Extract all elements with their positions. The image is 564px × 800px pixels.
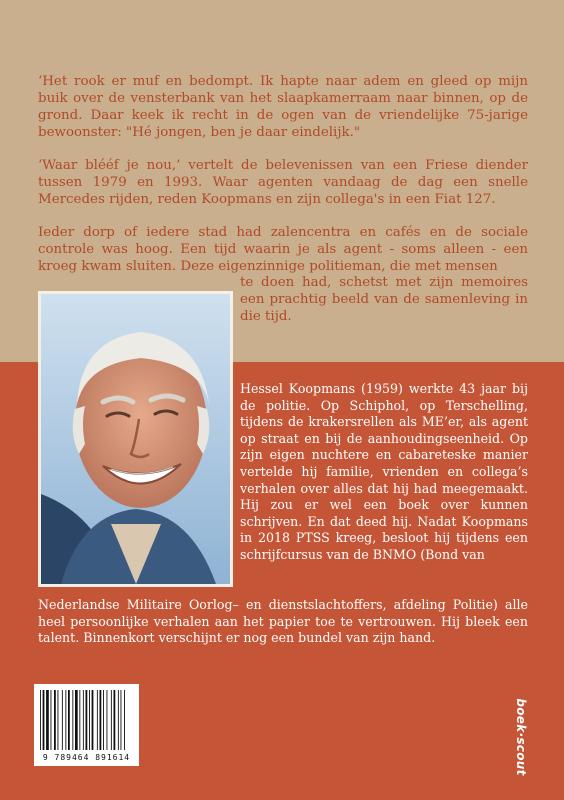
barcode-bars (34, 684, 139, 752)
barcode-bar (107, 690, 108, 750)
barcode-bar (86, 690, 88, 750)
barcode-bar (72, 690, 73, 750)
barcode-bar (62, 690, 63, 750)
author-photo (38, 291, 233, 587)
author-bio-continued: Nederlandse Militaire Oorlog– en dienstslachtoffers, afdeling Politie) alle heel persoonlijke verhalen aan het papier toe te vertrouwen. Hij bleek een talent. Binnenkort verschijnt er nog een bundel van zijn hand. (38, 597, 528, 646)
barcode-bar (100, 690, 102, 750)
publisher-logo (509, 700, 533, 774)
author-bio: Hessel Koopmans (1959) werkte 43 jaar bij de politie. Op Schiphol, op Terschelling, tijdens de krakersrellen als ME’er, als agent op straat en bij de aanhoudingseenheid. Op zijn eigen nuchtere en cabareteske manier vertelde hij familie, vrienden en collega’s verhalen over alles dat hij had meegemaakt. Hij zou er wel een boek over kunnen schrijven. En dat deed hij. Nadat Koopmans in 2018 PTSS kreeg, besloot hij tijdens een schrijfcursus van de BNMO (Bond van (240, 381, 528, 562)
blurb-paragraph-summary: ‘Waar blééf je nou,’ vertelt de belevenissen van een Friese diender tussen 1979 en 1993. Waar agenten vandaag de dag een snelle Mercedes rijden, reden Koopmans en zijn collega's in een Fiat 127. (38, 158, 528, 207)
barcode-bar (121, 690, 122, 750)
barcode-bar (92, 690, 94, 750)
barcode-bar (68, 690, 70, 750)
barcode-bar (118, 690, 119, 750)
barcode-bar (103, 690, 104, 750)
barcode-bar (46, 690, 49, 750)
barcode-bar (89, 690, 90, 750)
barcode-bar (58, 690, 59, 750)
barcode-bar (75, 690, 78, 750)
publisher-logo-text: boek·scout (514, 698, 528, 776)
barcode-bar (79, 690, 80, 750)
blurb-paragraph-quote: ‘Het rook er muf en bedompt. Ik hapte naar adem en gleed op mijn buik over de vensterbank van het slaapkamerraam naar binnen, op de grond. Daar keek ik recht in de ogen van de vriendelijke 75-jarige bewoonster: "Hé jongen, ben je daar eindelijk." (38, 74, 528, 140)
barcode-bar (43, 690, 45, 750)
barcode-bar (111, 690, 112, 750)
blurb-paragraph-era: Ieder dorp of iedere stad had zalencentra en cafés en de sociale controle was hoog. Een tijd waarin je als agent - soms alleen - een kroeg kwam sluiten. Deze eigenzinnige politieman, die met mensen (38, 225, 528, 274)
barcode-bar (97, 690, 98, 750)
blurb-paragraph-era-continued: te doen had, schetst met zijn memoires een prachtig beeld van de samenleving in die tijd. (240, 275, 528, 324)
isbn-barcode (34, 684, 139, 766)
barcode-bar (114, 690, 116, 750)
author-portrait-illustration (41, 294, 230, 584)
barcode-bar (83, 690, 84, 750)
isbn-number: 9 789464 891614 (42, 753, 131, 762)
barcode-bar (51, 690, 52, 750)
barcode-bar (65, 690, 66, 750)
barcode-bar (54, 690, 56, 750)
barcode-bar (124, 690, 125, 750)
barcode-bar (40, 690, 41, 750)
